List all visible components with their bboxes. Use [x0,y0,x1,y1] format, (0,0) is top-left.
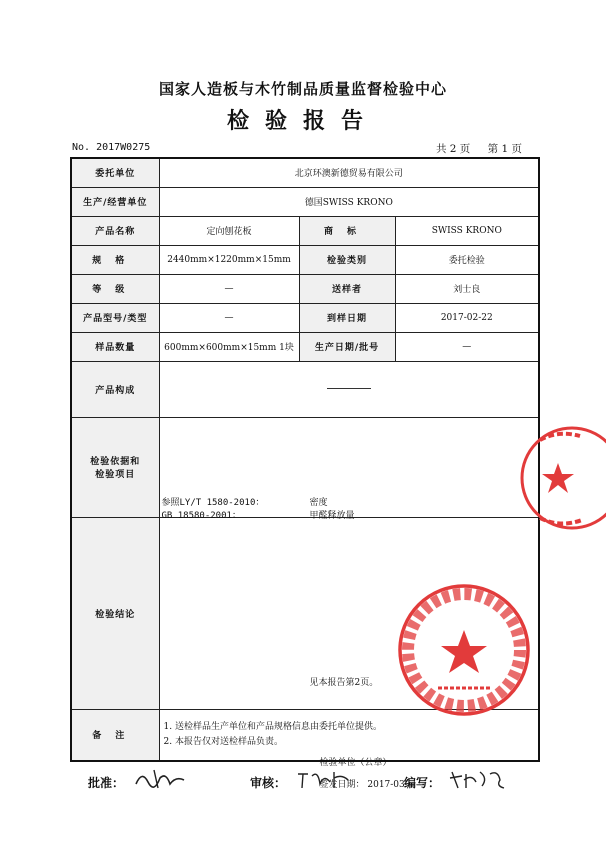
total-pages: 共 2 页 [435,143,471,155]
remark-2: 2. 本报告仅对送检样品负责。 [163,736,283,747]
row-product-name [71,216,539,245]
basis-items [310,497,355,523]
remarks-label: 备注 [71,709,159,761]
spec-value: 2440mm×1220mm×15mm [159,245,299,274]
producer-value: 德国SWISS KRONO [159,187,539,216]
approve-signature [88,774,124,791]
client-label: 委托单位 [71,158,159,187]
inspection-type-label: 检验类别 [299,245,395,274]
row-spec [71,245,539,274]
trademark-label: 商标 [299,216,395,245]
official-seal-icon [394,580,534,720]
basis-label [71,417,159,517]
sample-qty-label: 样品数量 [71,332,159,361]
conclusion-unit: 检验单位（公章） [319,758,392,768]
model-label: 产品型号/类型 [71,303,159,332]
arrival-date-value: 2017-02-22 [395,303,539,332]
conclusion-text: 见本报告第2页。 [309,678,379,688]
page-number: 第 1 页 [487,143,522,155]
sender-label: 送样者 [299,274,395,303]
row-basis [71,417,539,517]
row-composition [71,361,539,417]
org-title: 国家人造板与木竹制品质量监督检验中心 [158,80,447,98]
approve-label: 批准： [88,776,125,790]
row-model [71,303,539,332]
conclusion-label: 检验结论 [71,517,159,709]
producer-label: 生产/经营单位 [71,187,159,216]
basis-label-line1: 检验依据和 [90,457,141,467]
sender-value: 刘士良 [395,274,539,303]
product-name-value: 定向刨花板 [159,216,299,245]
prod-date-value: — [395,332,539,361]
partial-seal-icon [510,418,606,538]
prepare-label: 编写： [404,776,441,790]
document-title: 检验报告 [226,109,379,134]
model-value: — [159,303,299,332]
basis-value [159,417,539,521]
remark-1: 1. 送检样品生产单位和产品规格信息由委托单位提供。 [163,721,382,732]
grade-label: 等级 [71,274,159,303]
sample-qty-value: 600mm×600mm×15mm 1块 [159,332,299,361]
remarks-content [162,720,537,750]
spec-label: 规格 [71,245,159,274]
review-label: 审核： [250,776,287,790]
review-signature [250,774,286,791]
composition-label: 产品构成 [71,361,159,417]
basis-standards [162,497,265,523]
basis-label-line2: 检验项目 [95,470,136,480]
composition-blank-line [327,388,371,389]
composition-value [159,361,539,417]
row-producer [71,187,539,216]
trademark-value: SWISS KRONO [395,216,539,245]
prod-date-label: 生产日期/批号 [299,332,395,361]
client-value: 北京环澳新德贸易有限公司 [159,158,539,187]
basis-item-1: 密度 [309,498,328,508]
review-signature-icon [294,766,354,792]
basis-item-2: 甲醛释放量 [309,511,355,521]
basis-standard-1: 参照LY/T 1580-2010： [161,498,265,508]
row-client [71,158,539,187]
approve-signature-icon [132,766,192,792]
page-indicator [422,141,522,156]
basis-standard-2: GB 18580-2001： [161,511,241,521]
signature-row [88,766,528,796]
arrival-date-label: 到样日期 [299,303,395,332]
product-name-label: 产品名称 [71,216,159,245]
row-sample-qty [71,332,539,361]
prepare-signature-icon [448,766,508,792]
row-grade [71,274,539,303]
conclusion-date: 签发日期： 2017-03- [319,780,408,790]
inspection-type-value: 委托检验 [395,245,539,274]
grade-value: — [159,274,299,303]
report-number: No. 2017W0275 [72,142,151,153]
prepare-signature [404,774,440,791]
